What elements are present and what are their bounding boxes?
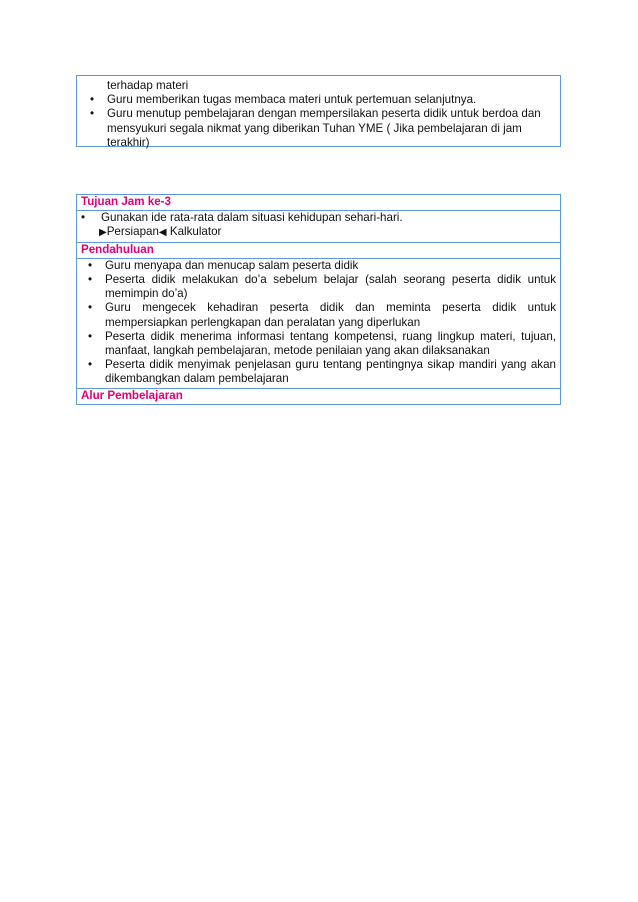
list-item-text: Guru memberikan tugas membaca materi untuk pertemuan selanjutnya.: [107, 93, 477, 107]
persiapan-label: Persiapan: [106, 225, 159, 239]
tujuan-heading: Tujuan Jam ke-3: [77, 195, 560, 211]
pendahuluan-row: [77, 259, 560, 389]
list-item-text: Gunakan ide rata-rata dalam situasi kehidupan sehari-hari.: [101, 211, 403, 225]
list-item-text: Peserta didik melakukan do’a sebelum belajar (salah seorang peserta didik untuk memimpin do’a): [105, 273, 556, 301]
persiapan-line: [81, 225, 556, 240]
list-item-text: Peserta didik menerima informasi tentang kompetensi, ruang lingkup materi, tujuan, manfaat, langkah pembelajaran, metode penilaian yang akan dilaksanakan: [105, 329, 556, 358]
closing-list: [83, 93, 554, 150]
bullet-icon: •: [88, 273, 93, 287]
list-item: [81, 330, 556, 358]
triangle-left-icon: ◀: [158, 227, 167, 239]
bullet-icon: •: [90, 107, 95, 121]
list-item: [81, 301, 556, 329]
continuation-text: terhadap materi: [107, 79, 189, 92]
list-item: [83, 93, 554, 107]
list-item-text: Guru menyapa dan menucap salam peserta didik: [105, 258, 359, 272]
bullet-icon: •: [90, 93, 95, 107]
list-item-text: Guru menutup pembelajaran dengan mempersilakan peserta didik untuk berdoa dan mensyukuri segala nikmat yang diberikan Tuhan YME ( Jika pembelajaran di jam terakhir): [107, 107, 541, 149]
lesson-plan-table: [76, 194, 561, 405]
list-item: [81, 259, 556, 273]
bullet-icon: •: [88, 329, 93, 343]
list-item-text: Peserta didik menyimak penjelasan guru tentang pentingnya sikap mandiri yang akan dikembangkan dalam pembelajaran: [105, 358, 556, 386]
bullet-icon: •: [88, 301, 93, 315]
kalkulator-label: Kalkulator: [169, 225, 222, 239]
closing-activities-box: [76, 75, 561, 147]
tujuan-list: [81, 211, 556, 225]
pendahuluan-heading: Pendahuluan: [77, 243, 560, 259]
bullet-icon: •: [88, 258, 93, 272]
list-item-text: Guru mengecek kehadiran peserta didik dan meminta peserta didik untuk mempersiapkan perlengkapan dan peralatan yang diperlukan: [105, 301, 556, 329]
alur-heading: Alur Pembelajaran: [81, 388, 183, 402]
triangle-right-icon: ▶: [99, 227, 107, 239]
list-item: [81, 358, 556, 386]
list-item: [81, 211, 556, 225]
bullet-icon: •: [88, 358, 93, 372]
list-item: [83, 107, 554, 150]
pendahuluan-list: [81, 259, 556, 387]
bullet-icon: •: [81, 211, 86, 225]
list-item: [81, 273, 556, 301]
tujuan-row: [77, 211, 560, 242]
